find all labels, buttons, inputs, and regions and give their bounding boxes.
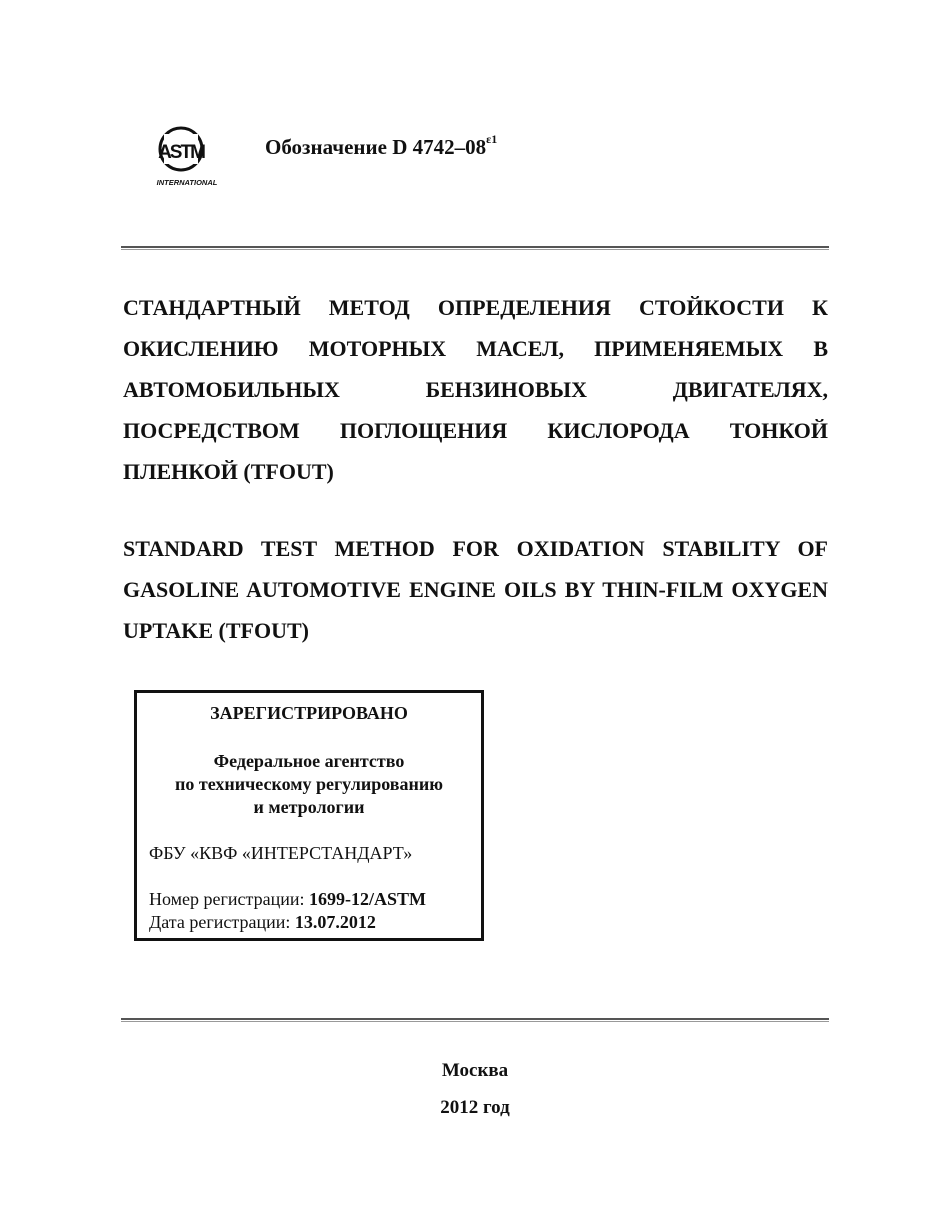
- registration-stamp: [134, 690, 484, 941]
- top-divider: [121, 246, 829, 250]
- registration-date-value: 13.07.2012: [294, 912, 376, 932]
- registration-organization: ФБУ «КВФ «ИНТЕРСТАНДАРТ»: [149, 843, 413, 863]
- logo-sub-text: INTERNATIONAL: [156, 178, 218, 187]
- registration-number: [149, 889, 426, 910]
- designation-superscript: ε1: [486, 132, 498, 146]
- title-english: STANDARD TEST METHOD FOR OXIDATION STABILITY OF GASOLINE AUTOMOTIVE ENGINE OILS BY THIN-FILM OXYGEN UPTAKE (TFOUT): [123, 536, 828, 643]
- registration-number-label: Номер регистрации:: [149, 889, 310, 909]
- agency-line: по техническому регулированию: [175, 774, 443, 794]
- registration-agency: [137, 750, 481, 819]
- bottom-divider: [121, 1018, 829, 1022]
- agency-line: и метрологии: [253, 797, 365, 817]
- logo-brand-text: ASTM: [158, 142, 204, 163]
- publication-city: Москва: [441, 1060, 509, 1081]
- astm-logo: [148, 125, 226, 189]
- designation: [265, 132, 498, 160]
- astm-international-logo-icon: [148, 125, 226, 189]
- registration-date: [149, 912, 376, 933]
- registration-heading: ЗАРЕГИСТРИРОВАНО: [210, 703, 408, 723]
- registration-number-value: 1699-12/ASTM: [309, 889, 427, 909]
- agency-line: Федеральное агентство: [213, 751, 405, 771]
- designation-text: Обозначение D 4742–08: [265, 135, 487, 159]
- registration-date-label: Дата регистрации:: [149, 912, 295, 932]
- publication-year: 2012 год: [440, 1097, 510, 1118]
- title-russian: СТАНДАРТНЫЙ МЕТОД ОПРЕДЕЛЕНИЯ СТОЙКОСТИ К ОКИСЛЕНИЮ МОТОРНЫХ МАСЕЛ, ПРИМЕНЯЕМЫХ В АВТОМОБИЛЬНЫХ БЕНЗИНОВЫХ ДВИГАТЕЛЯХ, ПОСРЕДСТВОМ ПОГЛОЩЕНИЯ КИСЛОРОДА ТОНКОЙ ПЛЕНКОЙ (TFOUT): [123, 295, 828, 484]
